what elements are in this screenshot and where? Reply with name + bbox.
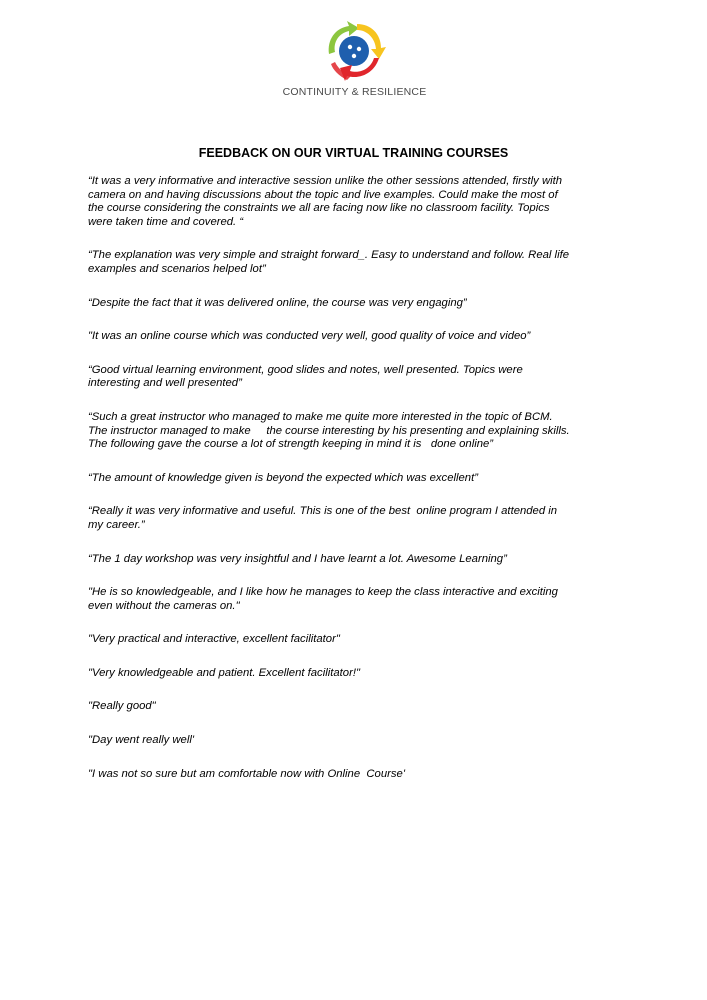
- logo-wordmark: CONTINUITY & RESILIENCE: [282, 86, 427, 98]
- feedback-quote: “It was a very informative and interactive session unlike the other sessions attended, firstly with camera on and having discussions about the topic and live examples. Could make the most of the course considering the constraints we all are facing now like no classroom facility. Topics were taken time and covered. “: [88, 175, 563, 228]
- feedback-quote: “Good virtual learning environment, good slides and notes, well presented. Topics were interesting and well presented”: [88, 363, 523, 390]
- feedback-quote: "Really good": [88, 700, 156, 713]
- feedback-quote: "Day went really well': [88, 734, 194, 747]
- page-title: FEEDBACK ON OUR VIRTUAL TRAINING COURSES: [198, 146, 509, 160]
- feedback-quote: “The 1 day workshop was very insightful and I have learnt a lot. Awesome Learning”: [88, 552, 507, 565]
- recycle-arrows-logo-icon: [321, 18, 387, 84]
- feedback-list: [88, 175, 633, 801]
- feedback-quote: "I was not so sure but am comfortable now with Online Course': [88, 767, 405, 780]
- company-logo: [0, 18, 707, 98]
- feedback-quote: “The amount of knowledge given is beyond the expected which was excellent”: [88, 471, 478, 484]
- feedback-quote: "Very knowledgeable and patient. Excellent facilitator!": [88, 666, 360, 679]
- feedback-quote: “The explanation was very simple and straight forward_. Easy to understand and follow. Real life examples and scenarios helped lot”: [88, 249, 570, 275]
- feedback-quote: "Very practical and interactive, excellent facilitator": [88, 633, 340, 646]
- feedback-quote: “Despite the fact that it was delivered online, the course was very engaging”: [88, 296, 467, 309]
- feedback-quote: “Really it was very informative and useful. This is one of the best online program I attended in my career.”: [88, 505, 558, 531]
- feedback-quote: "He is so knowledgeable, and I like how he manages to keep the class interactive and exciting even without the cameras on.": [88, 586, 558, 612]
- feedback-quote: "It was an online course which was conducted very well, good quality of voice and video”: [88, 330, 531, 343]
- feedback-quote: “Such a great instructor who managed to make me quite more interested in the topic of BCM. The instructor managed to make the course interesting by his presenting and explaining skills. The following gave the course a lot of strength keeping in mind it is done online”: [88, 410, 570, 451]
